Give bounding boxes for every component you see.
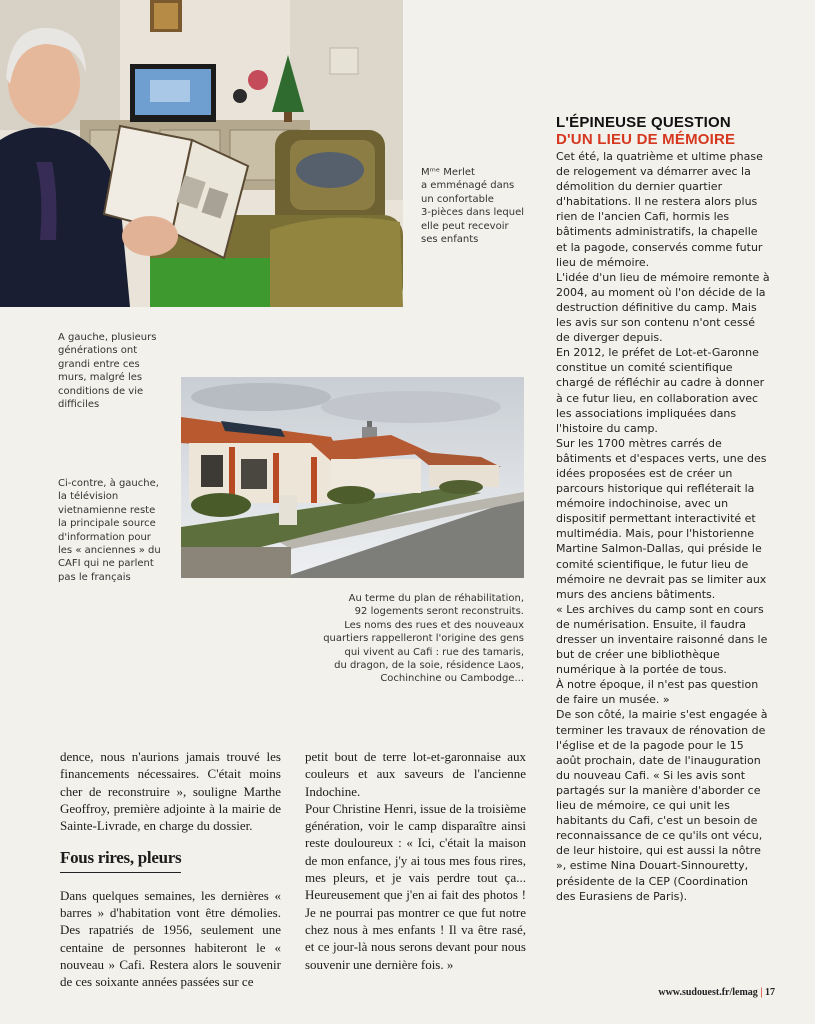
caption-television (58, 477, 178, 584)
sidebar-paragraph: De son côté, la mairie s'est engagée à terminer les travaux de rénovation de l'église et de la pagode pour le 15 août prochain, date de l'inauguration du nouveau Cafi. « Si les avis sont partagés sur la manière d'aborder ce lieu de mémoire, ce qui unit les habitants du Cafi, c'est un besoin de reconnaissance de ce qu'ils ont vécu, de leur histoire, qui est aussi la nôtre », estime Nina Douart-Sinnouretty, présidente de la CEP (Coordination des Eurasiens de Paris). (556, 708, 768, 903)
caption-line: Cochinchine ou Cambodge... (380, 673, 524, 685)
caption-line: qui vivent au Cafi : rue des tamaris, (344, 646, 524, 658)
caption-line: Au terme du plan de réhabilitation, (348, 593, 524, 604)
caption-line: difficiles (58, 399, 100, 411)
section-heading (60, 849, 281, 872)
caption-line: murs, malgré les (58, 372, 143, 384)
sidebar-paragraph: Sur les 1700 mètres carrés de bâtiments et d'espaces verts, une des idées proposées est de créer un parcours historique qui refléterait la mémoire indochinoise, avec un dispositif permettant interactivité et multimédia. Mais, pour l'historienne Martine Salmon-Dallas, qui préside le comité scientifique, le futur lieu de mémoire ne devrait pas se limiter aux murs des anciens bâtiments. (556, 436, 767, 601)
sidebar-paragraph: Cet été, la quatrième et ultime phase de relogement va démarrer avec la démolition du dernier quartier d'habitations. Il ne restera alors plus rien de l'ancien Cafi, hormis les bâtiments administratifs, la chapelle et la pagode, conservés comme futur lieu de mémoire. (556, 150, 763, 269)
caption-line: la principale source (58, 518, 156, 530)
caption-line: un confortable (421, 193, 494, 205)
portrait-photo (0, 0, 403, 307)
housing-photo-illustration (181, 377, 524, 578)
footer-separator: | (760, 987, 763, 998)
housing-photo (181, 377, 524, 578)
article-column-1 (60, 748, 281, 991)
footer-url[interactable]: www.sudouest.fr/lemag (658, 987, 758, 998)
caption-line: 92 logements seront reconstruits. (354, 606, 524, 618)
caption-line: Ci-contre, à gauche, (58, 478, 159, 489)
article-column-2 (305, 748, 526, 973)
caption-line: A gauche, plusieurs (58, 332, 157, 343)
caption-rehab (300, 592, 524, 686)
caption-line: a emménagé dans (421, 180, 515, 192)
section-heading-text: Fous rires, pleurs (60, 849, 181, 872)
caption-line: générations ont (58, 345, 138, 357)
caption-line: les « anciennes » du (58, 545, 161, 557)
sidebar-paragraph: À notre époque, il n'est pas question de faire un musée. » (556, 678, 759, 707)
caption-line: grandi entre ces (58, 358, 140, 370)
caption-line: la télévision (58, 491, 119, 503)
sidebar-memorial (556, 114, 770, 904)
article-paragraph: dence, nous n'aurions jamais trouvé les financements nécessaires. C'était moins cher de reconstruire », souligne Marthe Geoffroy, première adjointe à la mairie de Sainte-Livrade, en charge du dossier. (60, 749, 281, 834)
article-paragraph: Dans quelques semaines, les dernières « barres » d'habitation vont être démolies. Des rapatriés de 1956, seulement une centaine de personnes habiteront le « nouveau » Cafi. Restera alors le souvenir de ces soixante années passées sur ce (60, 887, 281, 990)
sidebar-title-line1: L'ÉPINEUSE QUESTION (556, 114, 731, 131)
caption-merlet (421, 166, 531, 246)
article-paragraph: Pour Christine Henri, issue de la troisième génération, voir le camp disparaître ainsi reste douloureux : « Ici, c'était la maison de mon enfance, j'y ai tous mes fous rires, mes pleurs, et je vais perdre tout ça... Heureusement que j'en ai fait des photos ! Je ne pourrai pas montrer ce que fut notre chez nous à mes enfants ! Il va être rasé, et ce jour-là nous serons devant pour nous souvenir une dernière fois. » (305, 800, 526, 972)
sidebar-paragraph: En 2012, le préfet de Lot-et-Garonne constitue un comité scientifique chargé de réfléchir au cadre à donner à ce futur lieu, en collaboration avec les associations impliquées dans l'histoire du camp. (556, 346, 765, 435)
caption-line: vietnamienne reste (58, 504, 156, 516)
caption-line: ses enfants (421, 234, 479, 246)
caption-line: 3-pièces dans lequel (421, 207, 525, 219)
page-footer (560, 987, 775, 998)
sidebar-title-line2: D'UN LIEU DE MÉMOIRE (556, 131, 736, 148)
caption-line: conditions de vie (58, 385, 144, 397)
caption-line: pas le français (58, 571, 131, 583)
caption-line: quartiers rappelleront l'origine des gens (323, 633, 524, 645)
portrait-photo-illustration (0, 0, 403, 307)
caption-line: elle peut recevoir (421, 220, 509, 232)
caption-line: Mᵐᵉ Merlet (421, 167, 475, 178)
article-paragraph: petit bout de terre lot-et-garonnaise aux couleurs et aux saveurs de l'ancienne Indochine. (305, 749, 526, 799)
caption-line: Les noms des rues et des nouveaux (344, 619, 524, 631)
sidebar-paragraph: L'idée d'un lieu de mémoire remonte à 2004, au moment où l'on décide de la destruction définitive du camp. Mais les avis sur son contenu n'ont cessé de diverger depuis. (556, 270, 770, 345)
caption-generations (58, 331, 168, 411)
caption-line: CAFI qui ne parlent (58, 558, 154, 570)
page-number: 17 (765, 987, 775, 998)
caption-line: d'information pour (58, 531, 151, 543)
caption-line: du dragon, de la soie, résidence Laos, (334, 660, 524, 672)
sidebar-paragraph: « Les archives du camp sont en cours de numérisation. Ensuite, il faudra dresser un inventaire raisonné dans le but de créer une bibliothèque numérique à la portée de tous. (556, 602, 768, 677)
